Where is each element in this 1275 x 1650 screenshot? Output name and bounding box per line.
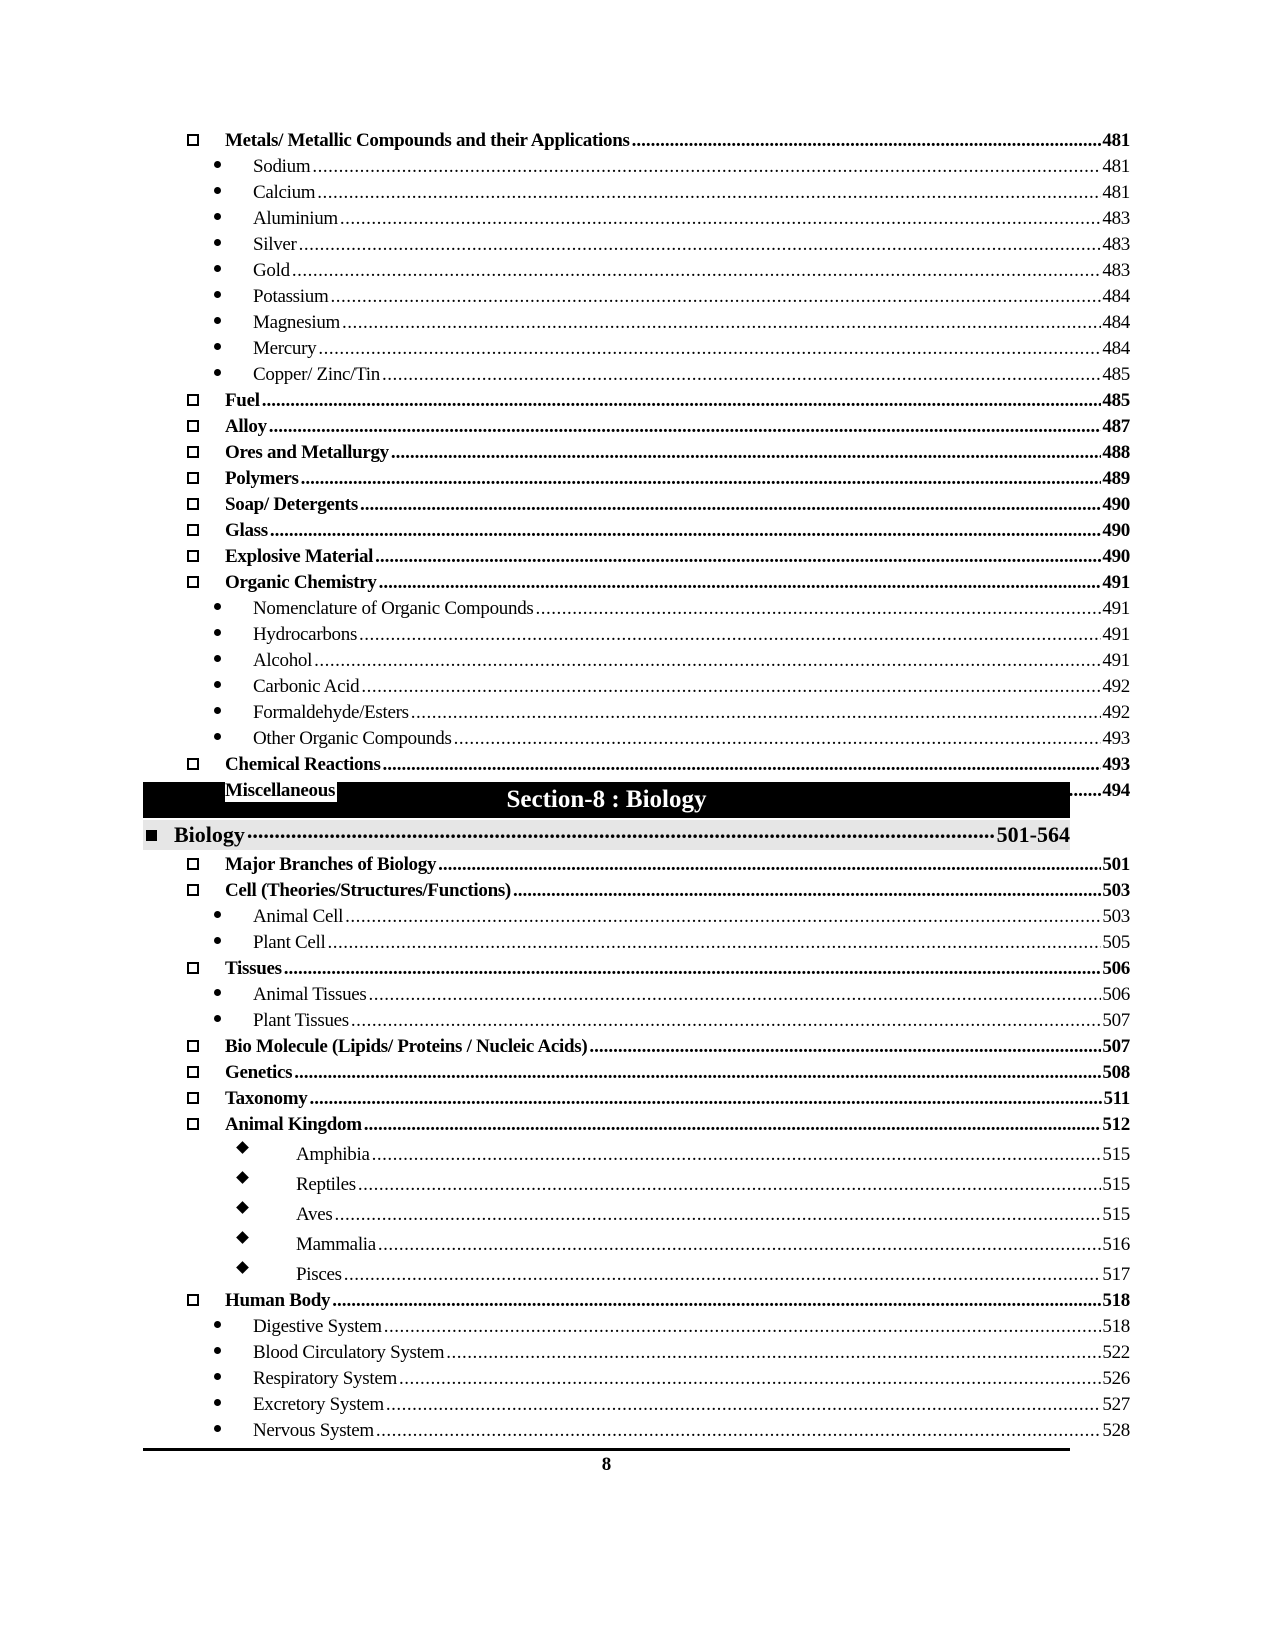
dot-leader: [372, 1147, 1102, 1166]
round-bullet-icon: [214, 291, 221, 298]
dot-leader: [632, 133, 1102, 152]
toc-subentry[interactable]: [150, 178, 1130, 204]
dot-leader: [379, 575, 1102, 594]
entry-page-number: 484: [1102, 312, 1130, 333]
entry-label: Calcium: [253, 182, 316, 203]
dot-leader: [345, 909, 1101, 928]
dot-leader: [317, 185, 1101, 204]
entry-page-number: 492: [1102, 702, 1130, 723]
hollow-square-bullet-icon: [187, 884, 199, 896]
round-bullet-icon: [214, 1373, 221, 1380]
toc-entry[interactable]: [150, 1058, 1130, 1084]
toc-entry[interactable]: [150, 438, 1130, 464]
entry-label: Excretory System: [253, 1394, 384, 1415]
hollow-square-bullet-icon: [187, 1092, 199, 1104]
dot-leader: [309, 1091, 1102, 1110]
entry-page-number: 511: [1103, 1088, 1130, 1109]
toc-entry[interactable]: [150, 954, 1130, 980]
toc-subentry[interactable]: [150, 1364, 1130, 1390]
footer-divider: [143, 1448, 1070, 1451]
toc-entry[interactable]: [150, 850, 1130, 876]
dot-leader: [294, 1065, 1101, 1084]
dot-leader: [340, 211, 1101, 230]
toc-subentry[interactable]: [150, 1390, 1130, 1416]
dot-leader: [361, 679, 1101, 698]
entry-label: Animal Cell: [253, 906, 344, 927]
entry-label: Organic Chemistry: [225, 572, 377, 593]
entry-page-number: 481: [1102, 182, 1130, 203]
dot-leader: [330, 289, 1101, 308]
toc-subentry[interactable]: [150, 204, 1130, 230]
round-bullet-icon: [214, 655, 221, 662]
entry-label: Polymers: [225, 468, 299, 489]
toc-subentry[interactable]: [150, 256, 1130, 282]
round-bullet-icon: [214, 161, 221, 168]
round-bullet-icon: [214, 1347, 221, 1354]
entry-label: Hydrocarbons: [253, 624, 358, 645]
entry-page-number: 492: [1102, 676, 1130, 697]
entry-page-number: 506: [1102, 958, 1130, 979]
toc-chemistry-list: [150, 126, 1130, 802]
entry-page-number: 505: [1102, 932, 1130, 953]
entry-page-number: 518: [1102, 1316, 1130, 1337]
entry-page-number: 491: [1102, 624, 1130, 645]
dot-leader: [284, 961, 1102, 980]
entry-page-number: 522: [1102, 1342, 1130, 1363]
entry-label: Blood Circulatory System: [253, 1342, 445, 1363]
entry-page-number: 484: [1102, 338, 1130, 359]
entry-label: Bio Molecule (Lipids/ Proteins / Nucleic Acids): [225, 1036, 588, 1057]
entry-page-number: 481: [1102, 156, 1130, 177]
entry-label: Carbonic Acid: [253, 676, 360, 697]
dot-leader: [332, 1293, 1101, 1312]
entry-label: Gold: [253, 260, 290, 281]
toc-subentry[interactable]: [150, 1312, 1130, 1338]
entry-page-number: 528: [1102, 1420, 1130, 1441]
entry-label: Other Organic Compounds: [253, 728, 452, 749]
toc-entry[interactable]: [150, 490, 1130, 516]
toc-subentry[interactable]: [150, 902, 1130, 928]
entry-page-number: 485: [1102, 390, 1130, 411]
entry-page-number: 490: [1102, 520, 1130, 541]
entry-page-number: 491: [1102, 650, 1130, 671]
entry-label: Nomenclature of Organic Compounds: [253, 598, 534, 619]
entry-label: Genetics: [225, 1062, 293, 1083]
round-bullet-icon: [214, 937, 221, 944]
entry-page-number: 490: [1102, 494, 1130, 515]
dot-leader: [446, 1345, 1101, 1364]
entry-page-number: 516: [1102, 1234, 1130, 1255]
hollow-square-bullet-icon: [187, 1066, 199, 1078]
toc-entry[interactable]: [150, 568, 1130, 594]
entry-page-number: 512: [1102, 1114, 1130, 1135]
entry-page-number: 491: [1102, 572, 1130, 593]
dot-leader: [369, 987, 1102, 1006]
toc-subentry[interactable]: [150, 724, 1130, 750]
entry-label: Explosive Material: [225, 546, 374, 567]
round-bullet-icon: [214, 1015, 221, 1022]
toc-entry[interactable]: [150, 542, 1130, 568]
entry-page-number: 527: [1102, 1394, 1130, 1415]
toc-subentry[interactable]: [150, 1196, 1130, 1226]
entry-page-number: 503: [1102, 906, 1130, 927]
toc-subentry[interactable]: [150, 594, 1130, 620]
diamond-bullet-icon: [236, 1201, 249, 1214]
round-bullet-icon: [214, 1425, 221, 1432]
dot-leader: [382, 367, 1101, 386]
dot-leader: [314, 653, 1101, 672]
dot-leader: [262, 393, 1102, 412]
entry-page-number: 487: [1102, 416, 1130, 437]
hollow-square-bullet-icon: [187, 498, 199, 510]
toc-entry[interactable]: [150, 1084, 1130, 1110]
toc-subentry[interactable]: [150, 646, 1130, 672]
round-bullet-icon: [214, 265, 221, 272]
toc-subentry[interactable]: [150, 620, 1130, 646]
hollow-square-bullet-icon: [187, 420, 199, 432]
entry-page-number: 501: [1102, 854, 1130, 875]
toc-subentry[interactable]: [150, 1136, 1130, 1166]
round-bullet-icon: [214, 317, 221, 324]
hollow-square-bullet-icon: [187, 962, 199, 974]
dot-leader: [383, 757, 1102, 776]
entry-label: Formaldehyde/Esters: [253, 702, 409, 723]
entry-page-number: 526: [1102, 1368, 1130, 1389]
toc-subentry[interactable]: [150, 1416, 1130, 1442]
entry-page-number: 515: [1102, 1204, 1130, 1225]
dot-leader: [359, 627, 1101, 646]
toc-subentry[interactable]: [150, 230, 1130, 256]
diamond-bullet-icon: [236, 1141, 249, 1154]
round-bullet-icon: [214, 239, 221, 246]
entry-page-number: 503: [1102, 880, 1130, 901]
entry-label: Aves: [296, 1204, 333, 1225]
toc-entry[interactable]: [150, 464, 1130, 490]
entry-label: Taxonomy: [225, 1088, 308, 1109]
entry-label: Silver: [253, 234, 297, 255]
entry-label: Plant Cell: [253, 932, 326, 953]
toc-subentry[interactable]: [150, 980, 1130, 1006]
hollow-square-bullet-icon: [187, 472, 199, 484]
round-bullet-icon: [214, 707, 221, 714]
entry-page-number: 491: [1102, 598, 1130, 619]
round-bullet-icon: [214, 733, 221, 740]
hollow-square-bullet-icon: [187, 550, 199, 562]
hollow-square-bullet-icon: [187, 524, 199, 536]
dot-leader: [301, 471, 1102, 490]
toc-entry[interactable]: [150, 1286, 1130, 1312]
entry-label: Mammalia: [296, 1234, 376, 1255]
entry-label: Cell (Theories/Structures/Functions): [225, 880, 511, 901]
dot-leader: [247, 824, 995, 846]
entry-page-number: 518: [1102, 1290, 1130, 1311]
toc-entry[interactable]: [150, 876, 1130, 902]
diamond-bullet-icon: [236, 1231, 249, 1244]
entry-page-number: 508: [1102, 1062, 1130, 1083]
dot-leader: [399, 1371, 1101, 1390]
entry-page-number: 515: [1102, 1174, 1130, 1195]
toc-chapter-biology[interactable]: [143, 820, 1070, 850]
round-bullet-icon: [214, 1321, 221, 1328]
section-title: Section-8 : Biology: [506, 786, 707, 813]
dot-leader: [327, 935, 1101, 954]
toc-subentry[interactable]: [150, 1006, 1130, 1032]
entry-page-number: 488: [1102, 442, 1130, 463]
hollow-square-bullet-icon: [187, 134, 199, 146]
entry-label: Metals/ Metallic Compounds and their Applications: [225, 130, 630, 151]
toc-subentry[interactable]: [150, 698, 1130, 724]
entry-page-number: 506: [1102, 984, 1130, 1005]
entry-label: Amphibia: [296, 1144, 370, 1165]
dot-leader: [376, 1423, 1102, 1442]
filled-square-bullet-icon: [146, 830, 157, 841]
entry-label: Miscellaneous: [225, 780, 336, 801]
entry-page-number: 483: [1102, 260, 1130, 281]
entry-label: Nervous System: [253, 1420, 374, 1441]
toc-entry[interactable]: [150, 386, 1130, 412]
dot-leader: [364, 1117, 1102, 1136]
entry-page-number: 494: [1102, 780, 1130, 801]
entry-label: Sodium: [253, 156, 311, 177]
dot-leader: [360, 497, 1101, 516]
toc-subentry[interactable]: [150, 360, 1130, 386]
toc-subentry[interactable]: [150, 334, 1130, 360]
toc-entry[interactable]: [150, 1110, 1130, 1136]
entry-page-number: 485: [1102, 364, 1130, 385]
toc-entry[interactable]: [150, 412, 1130, 438]
entry-page-number: 489: [1102, 468, 1130, 489]
entry-page-number: 490: [1102, 546, 1130, 567]
dot-leader: [378, 1237, 1101, 1256]
entry-label: Digestive System: [253, 1316, 382, 1337]
entry-label: Plant Tissues: [253, 1010, 349, 1031]
entry-label: Alcohol: [253, 650, 313, 671]
entry-label: Mercury: [253, 338, 317, 359]
dot-leader: [411, 705, 1102, 724]
dot-leader: [292, 263, 1102, 282]
toc-entry[interactable]: [150, 750, 1130, 776]
diamond-bullet-icon: [236, 1171, 249, 1184]
page-number: 8: [601, 1454, 612, 1475]
round-bullet-icon: [214, 343, 221, 350]
dot-leader: [386, 1397, 1102, 1416]
entry-label: Tissues: [225, 958, 282, 979]
dot-leader: [438, 857, 1101, 876]
entry-page-number: 507: [1102, 1036, 1130, 1057]
chapter-page-range: 501-564: [996, 822, 1070, 847]
entry-label: Animal Kingdom: [225, 1114, 362, 1135]
round-bullet-icon: [214, 911, 221, 918]
dot-leader: [342, 315, 1101, 334]
hollow-square-bullet-icon: [187, 576, 199, 588]
dot-leader: [334, 1207, 1101, 1226]
dot-leader: [536, 601, 1102, 620]
round-bullet-icon: [214, 603, 221, 610]
hollow-square-bullet-icon: [187, 758, 199, 770]
entry-label: Copper/ Zinc/Tin: [253, 364, 380, 385]
toc-subentry[interactable]: [150, 928, 1130, 954]
dot-leader: [391, 445, 1102, 464]
dot-leader: [358, 1177, 1102, 1196]
entry-page-number: 493: [1102, 728, 1130, 749]
entry-page-number: 517: [1102, 1264, 1130, 1285]
entry-page-number: 507: [1102, 1010, 1130, 1031]
dot-leader: [513, 883, 1101, 902]
entry-label: Fuel: [225, 390, 260, 411]
entry-label: Soap/ Detergents: [225, 494, 358, 515]
dot-leader: [344, 1267, 1102, 1286]
dot-leader: [454, 731, 1102, 750]
round-bullet-icon: [214, 629, 221, 636]
dot-leader: [351, 1013, 1101, 1032]
dot-leader: [312, 159, 1101, 178]
entry-label: Animal Tissues: [253, 984, 367, 1005]
toc-subentry[interactable]: [150, 1166, 1130, 1196]
hollow-square-bullet-icon: [187, 394, 199, 406]
toc-entry[interactable]: [150, 516, 1130, 542]
dot-leader: [299, 237, 1102, 256]
entry-label: Potassium: [253, 286, 329, 307]
diamond-bullet-icon: [236, 1261, 249, 1274]
entry-label: Pisces: [296, 1264, 342, 1285]
dot-leader: [589, 1039, 1101, 1058]
toc-subentry[interactable]: [150, 308, 1130, 334]
hollow-square-bullet-icon: [187, 1294, 199, 1306]
chapter-label: Biology: [174, 822, 245, 847]
entry-page-number: 483: [1102, 234, 1130, 255]
dot-leader: [269, 419, 1102, 438]
round-bullet-icon: [214, 1399, 221, 1406]
toc-subentry[interactable]: [150, 282, 1130, 308]
toc-entry[interactable]: [150, 126, 1130, 152]
entry-label: Alloy: [225, 416, 267, 437]
hollow-square-bullet-icon: [187, 446, 199, 458]
entry-label: Ores and Metallurgy: [225, 442, 389, 463]
toc-subentry[interactable]: [150, 1338, 1130, 1364]
entry-label: Human Body: [225, 1290, 331, 1311]
toc-entry[interactable]: [150, 1032, 1130, 1058]
hollow-square-bullet-icon: [187, 1040, 199, 1052]
entry-page-number: 493: [1102, 754, 1130, 775]
entry-label: Glass: [225, 520, 268, 541]
entry-page-number: 481: [1102, 130, 1130, 151]
entry-label: Major Branches of Biology: [225, 854, 437, 875]
hollow-square-bullet-icon: [187, 858, 199, 870]
dot-leader: [270, 523, 1102, 542]
entry-label: Reptiles: [296, 1174, 356, 1195]
hollow-square-bullet-icon: [187, 1118, 199, 1130]
dot-leader: [384, 1319, 1102, 1338]
dot-leader: [318, 341, 1101, 360]
entry-page-number: 484: [1102, 286, 1130, 307]
toc-subentry[interactable]: [150, 1226, 1130, 1256]
toc-biology-list: [150, 850, 1130, 1442]
toc-subentry[interactable]: [150, 672, 1130, 698]
round-bullet-icon: [214, 369, 221, 376]
entry-page-number: 515: [1102, 1144, 1130, 1165]
entry-label: Aluminium: [253, 208, 338, 229]
round-bullet-icon: [214, 187, 221, 194]
round-bullet-icon: [214, 989, 221, 996]
entry-label: Magnesium: [253, 312, 341, 333]
entry-page-number: 483: [1102, 208, 1130, 229]
toc-subentry[interactable]: [150, 152, 1130, 178]
dot-leader: [375, 549, 1101, 568]
round-bullet-icon: [214, 681, 221, 688]
toc-subentry[interactable]: [150, 1256, 1130, 1286]
entry-label: Respiratory System: [253, 1368, 397, 1389]
entry-label: Chemical Reactions: [225, 754, 381, 775]
round-bullet-icon: [214, 213, 221, 220]
